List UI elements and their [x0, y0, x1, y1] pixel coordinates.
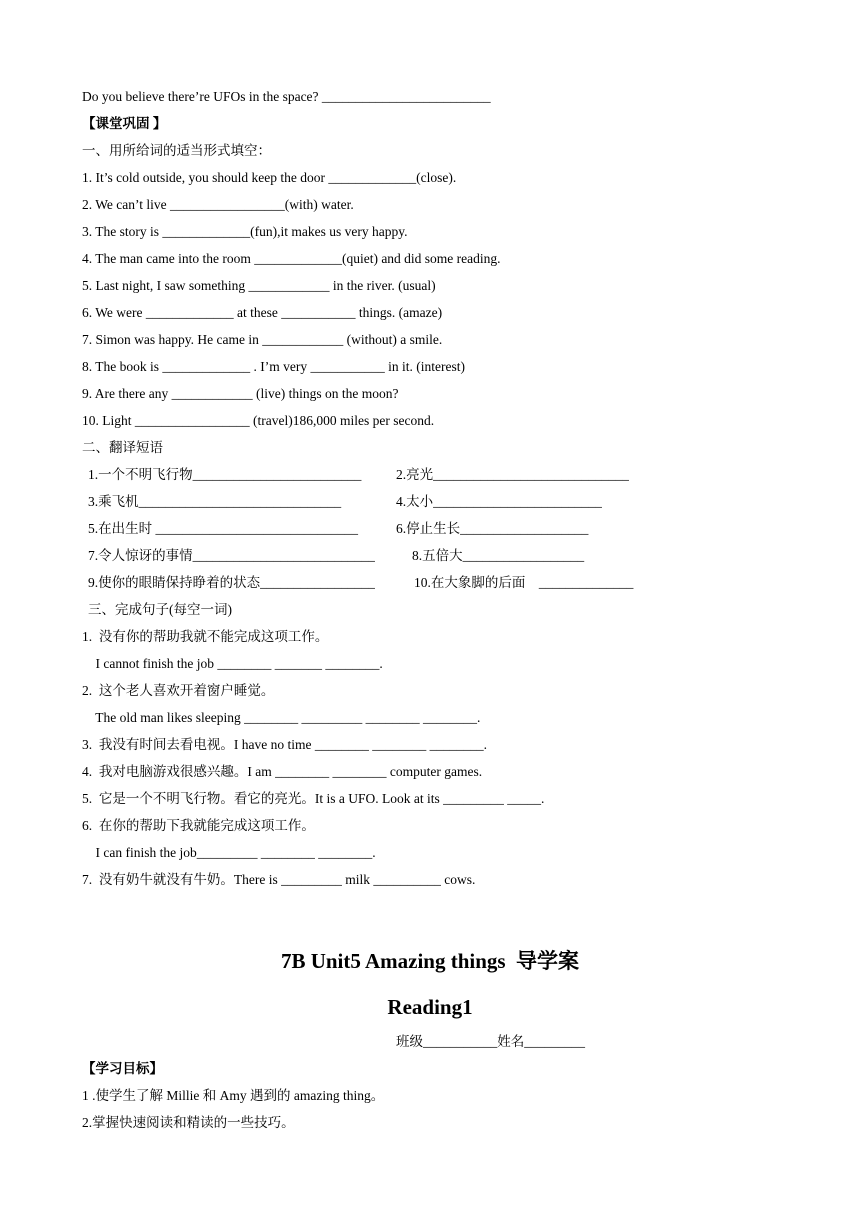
- fill-item: 8. The book is _____________ . I’m very ___________ in it. (interest): [82, 359, 465, 374]
- sentence-line: 1. 没有你的帮助我就不能完成这项工作。: [82, 629, 329, 644]
- fill-item: 4. The man came into the room _____________(quiet) and did some reading.: [82, 251, 501, 266]
- sentence-line: I cannot finish the job ________ _______ ________.: [82, 656, 383, 671]
- phrase-item: 6.停止生长___________________: [396, 521, 589, 536]
- phrase-item: 10.在大象脚的后面 ______________: [414, 575, 634, 590]
- phrase-item: 2.亮光_____________________________: [396, 467, 629, 482]
- section2-heading: 二、翻译短语: [82, 440, 163, 455]
- sentence-line: 5. 它是一个不明飞行物。看它的亮光。It is a UFO. Look at its _________ _____.: [82, 791, 545, 806]
- fill-item: 10. Light _________________ (travel)186,000 miles per second.: [82, 413, 435, 428]
- fill-item: 7. Simon was happy. He came in ____________ (without) a smile.: [82, 332, 443, 347]
- phrase-item: 1.一个不明飞行物_________________________: [88, 467, 362, 482]
- fill-item: 1. It’s cold outside, you should keep the door _____________(close).: [82, 170, 457, 185]
- sentence-line: The old man likes sleeping ________ _________ ________ ________.: [82, 710, 481, 725]
- fill-item: 2. We can’t live _________________(with) water.: [82, 197, 354, 212]
- phrase-item: 9.使你的眼睛保持睁着的状态_________________: [88, 575, 375, 590]
- fill-item: 3. The story is _____________(fun),it makes us very happy.: [82, 224, 408, 239]
- fill-item: 9. Are there any ____________ (live) things on the moon?: [82, 386, 399, 401]
- sentence-line: 6. 在你的帮助下我就能完成这项工作。: [82, 818, 315, 833]
- class-name-line: 班级___________姓名_________: [396, 1034, 585, 1049]
- phrase-item: 7.令人惊讶的事情___________________________: [88, 548, 375, 563]
- sentence-line: I can finish the job_________ ________ ________.: [82, 845, 376, 860]
- sentence-line: 3. 我没有时间去看电视。I have no time ________ ________ ________.: [82, 737, 487, 752]
- objective-item: 1 .使学生了解 Millie 和 Amy 遇到的 amazing thing。: [82, 1088, 385, 1103]
- ufo-question: Do you believe there’re UFOs in the space? _________________________: [82, 89, 491, 104]
- doc-title: 7B Unit5 Amazing things 导学案: [280, 949, 580, 973]
- section3-heading: 三、完成句子(每空一词): [88, 602, 232, 617]
- section1-heading: 一、用所给词的适当形式填空：: [82, 143, 271, 158]
- phrase-item: 8.五倍大__________________: [412, 548, 585, 563]
- objective-item: 2.掌握快速阅读和精读的一些技巧。: [82, 1115, 295, 1130]
- doc-subtitle: Reading1: [387, 995, 473, 1019]
- phrase-item: 5.在出生时 ______________________________: [88, 521, 358, 536]
- sentence-line: 4. 我对电脑游戏很感兴趣。I am ________ ________ computer games.: [82, 764, 483, 779]
- consolidation-heading: 【课堂巩固 】: [82, 116, 167, 131]
- fill-item: 6. We were _____________ at these ___________ things. (amaze): [82, 305, 443, 320]
- sentence-line: 2. 这个老人喜欢开着窗户睡觉。: [82, 683, 275, 698]
- phrase-item: 4.太小_________________________: [396, 494, 602, 509]
- phrase-item: 3.乘飞机______________________________: [88, 494, 342, 509]
- sentence-line: 7. 没有奶牛就没有牛奶。There is _________ milk __________ cows.: [82, 872, 476, 887]
- objectives-heading: 【学习目标】: [82, 1061, 163, 1076]
- fill-item: 5. Last night, I saw something ____________ in the river. (usual): [82, 278, 436, 293]
